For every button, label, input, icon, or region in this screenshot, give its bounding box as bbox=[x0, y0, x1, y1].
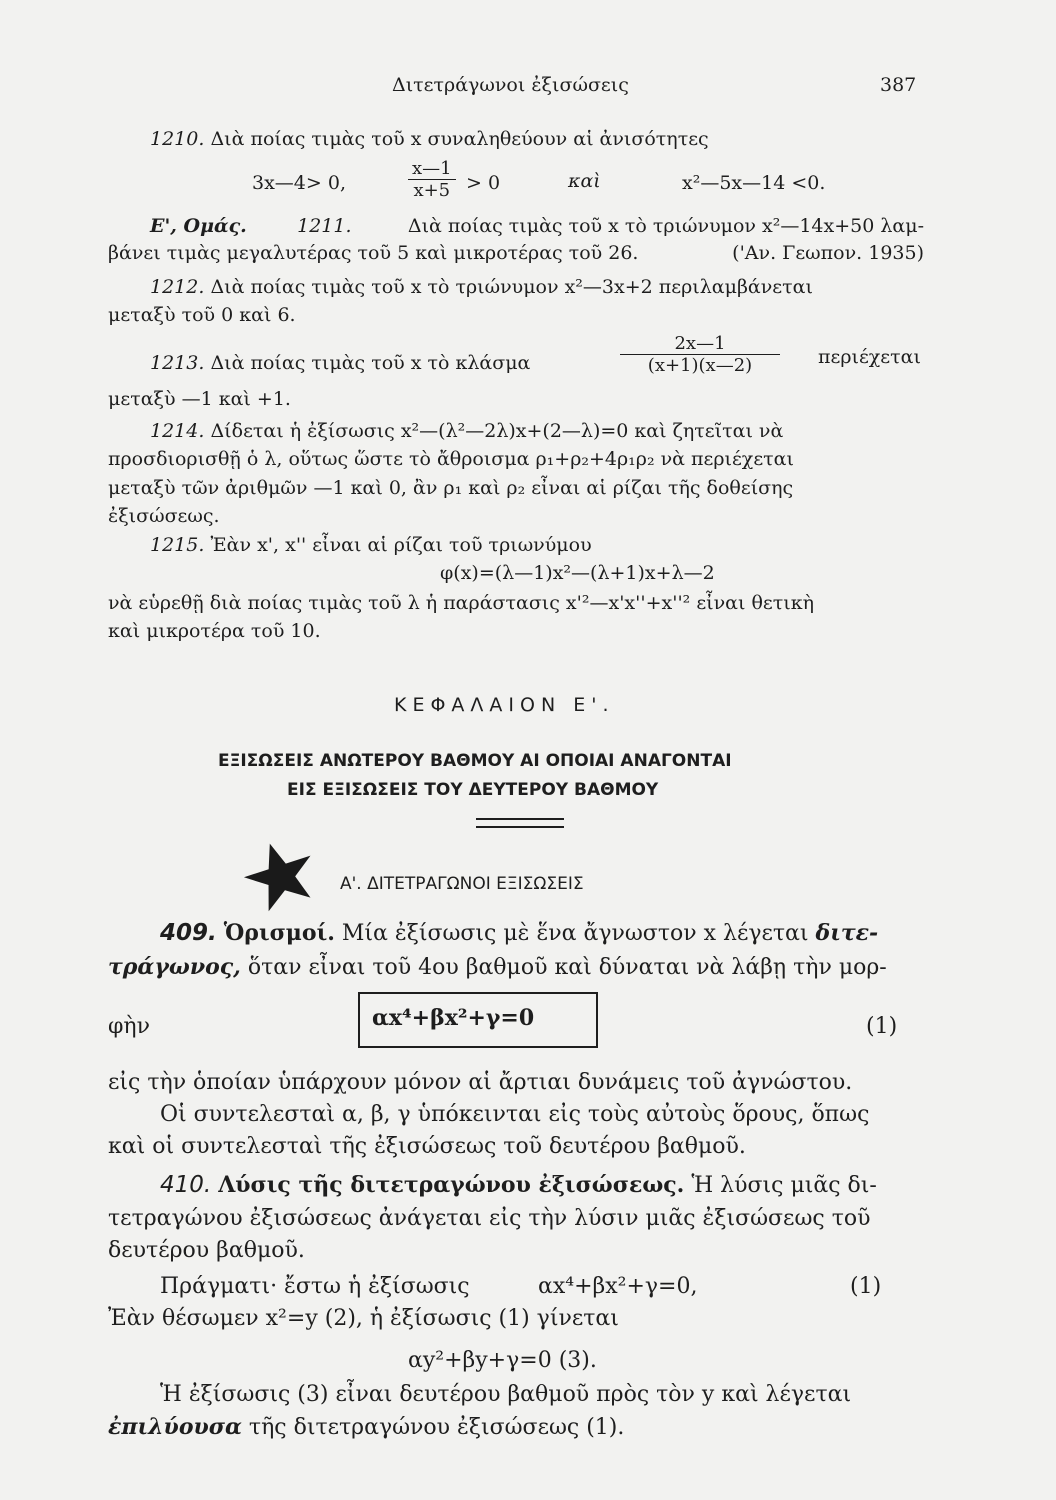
term-ditetragonos: διτε- bbox=[815, 920, 879, 946]
p409-line4: εἰς τὴν ὁποίαν ὑπάρχουν μόνον αἱ ἄρτιαι δυνάμεις τοῦ ἀγνώστου. bbox=[108, 1070, 853, 1095]
exercise-source: ('Αν. Γεωπον. 1935) bbox=[732, 242, 924, 264]
exercise-1214-line4: ἐξισώσεως. bbox=[108, 505, 220, 527]
exercise-text: Διὰ ποίας τιμὰς τοῦ x συναληθεύουν αἱ ἀνισότητες bbox=[210, 128, 709, 150]
exercise-1213-line2: μεταξὺ —1 καὶ +1. bbox=[108, 388, 291, 410]
exercise-1215-line3: νὰ εὑρεθῇ διὰ ποίας τιμὰς τοῦ λ ἡ παράστασις x'²—x'x''+x''² εἶναι θετικὴ bbox=[108, 592, 814, 614]
exercise-text: Ἐὰν x', x'' εἶναι αἱ ρίζαι τοῦ τριωνύμου bbox=[210, 534, 592, 556]
exercise-number: 1212. bbox=[150, 276, 205, 298]
double-rule-bottom bbox=[476, 826, 564, 828]
p409-line5: Οἱ συντελεσταὶ α, β, γ ὑπόκεινται εἰς τοὺς αὐτοὺς ὅρους, ὅπως bbox=[160, 1102, 870, 1127]
exercise-1212-line2: μεταξὺ τοῦ 0 καὶ 6. bbox=[108, 304, 296, 326]
paragraph-heading: Ὁρισμοί. bbox=[223, 920, 335, 946]
fraction-numerator: x—1 bbox=[412, 158, 452, 179]
p410-equation-3: αy²+βy+γ=0 (3). bbox=[408, 1348, 597, 1373]
page-number: 387 bbox=[880, 74, 917, 96]
exercise-1215-formula: φ(x)=(λ—1)x²—(λ+1)x+λ—2 bbox=[440, 562, 715, 584]
p410-line7: Ἡ ἐξίσωσις (3) εἶναι δευτέρου βαθμοῦ πρὸς τὸν y καὶ λέγεται bbox=[160, 1382, 852, 1407]
exercise-1211-line2 bbox=[108, 242, 924, 264]
exercise-1215-line4: καὶ μικροτέρα τοῦ 10. bbox=[108, 620, 321, 642]
exercise-text: Διὰ ποίας τιμὰς τοῦ x τὸ κλάσμα bbox=[210, 352, 531, 374]
exercise-1211-line1 bbox=[150, 215, 924, 237]
term-epilyousa: ἐπιλύουσα bbox=[108, 1414, 242, 1440]
double-rule-top bbox=[476, 818, 564, 820]
exercise-number: 1213. bbox=[150, 352, 205, 374]
p410-line2: τετραγώνου ἐξισώσεως ἀνάγεται εἰς τὴν λύσιν μιᾶς ἐξισώσεως τοῦ bbox=[108, 1206, 871, 1231]
exercise-1214-line3: μεταξὺ τῶν ἀριθμῶν —1 καὶ 0, ἂν ρ₁ καὶ ρ₂ εἶναι αἱ ρίζαι τῆς δοθείσης bbox=[108, 477, 794, 499]
exercise-1212-line1 bbox=[150, 276, 813, 298]
exercise-1214-line2: προσδιορισθῇ ὁ λ, οὕτως ὥστε τὸ ἄθροισμα ρ₁+ρ₂+4ρ₁ρ₂ νὰ περιέχεται bbox=[108, 448, 794, 470]
running-header-title: Διτετράγωνοι ἐξισώσεις bbox=[392, 74, 629, 96]
p410-equation-1: αx⁴+βx²+γ=0, bbox=[538, 1274, 698, 1299]
boxed-formula: αx⁴+βx²+γ=0 bbox=[372, 1005, 535, 1031]
exercise-text-tail: περιέχεται bbox=[818, 346, 921, 368]
p410-equation-1-label: (1) bbox=[850, 1274, 882, 1299]
paragraph-number: 410. bbox=[160, 1172, 212, 1198]
exercise-1213-line1 bbox=[150, 352, 530, 374]
exercise-text: Διὰ ποίας τιμὰς τοῦ x τὸ τριώνυμον x²—14x+50 λαμ- bbox=[407, 215, 924, 237]
inequality-3: x²—5x—14 <0. bbox=[682, 172, 826, 194]
paragraph-text: τῆς διτετραγώνου ἐξισώσεως (1). bbox=[248, 1415, 625, 1440]
chapter-title: ΚΕΦΑΛΑΙΟΝ Ε'. bbox=[394, 694, 615, 716]
p409-line1 bbox=[160, 920, 878, 946]
exercise-1214-line1 bbox=[150, 420, 783, 442]
p410-line1 bbox=[160, 1172, 877, 1198]
inequality-1: 3x—4> 0, bbox=[252, 172, 346, 194]
fraction-denominator: (x+1)(x—2) bbox=[620, 354, 780, 376]
inequality-2-tail: > 0 bbox=[466, 172, 501, 194]
exercise-text: Διὰ ποίας τιμὰς τοῦ x τὸ τριώνυμον x²—3x+2 περιλαμβάνεται bbox=[210, 276, 813, 298]
paragraph-heading: Λύσις τῆς διτετραγώνου ἐξισώσεως. bbox=[218, 1172, 685, 1198]
exercise-number: 1215. bbox=[150, 534, 205, 556]
chapter-subtitle-line2: ΕΙΣ ΕΞΙΣΩΣΕΙΣ ΤΟΥ ΔΕΥΤΕΡΟΥ ΒΑΘΜΟΥ bbox=[287, 780, 659, 800]
fraction-numerator: 2x—1 bbox=[674, 333, 726, 354]
p410-line5: Ἐὰν θέσωμεν x²=y (2), ἡ ἐξίσωσις (1) γίνεται bbox=[108, 1306, 619, 1331]
exercise-number: 1211. bbox=[297, 215, 352, 237]
exercise-number: 1210. bbox=[150, 128, 205, 150]
p410-line3: δευτέρου βαθμοῦ. bbox=[108, 1238, 305, 1263]
p409-line3-start: φὴν bbox=[108, 1014, 150, 1039]
p409-line2 bbox=[108, 954, 887, 980]
group-label: E', Ομάς. bbox=[150, 215, 247, 237]
fraction-denominator: x+5 bbox=[408, 179, 456, 201]
p410-line8 bbox=[108, 1414, 624, 1440]
p410-line4: Πράγματι· ἔστω ἡ ἐξίσωσις bbox=[160, 1274, 470, 1299]
paragraph-number: 409. bbox=[160, 920, 217, 946]
p409-line6: καὶ οἱ συντελεσταὶ τῆς ἐξισώσεως τοῦ δευτέρου βαθμοῦ. bbox=[108, 1134, 746, 1159]
equation-label: (1) bbox=[866, 1014, 898, 1039]
exercise-1210 bbox=[150, 128, 709, 150]
exercise-text: Δίδεται ἡ ἐξίσωσις x²—(λ²—2λ)x+(2—λ)=0 καὶ ζητεῖται νὰ bbox=[210, 420, 784, 442]
chapter-subtitle-line1: ΕΞΙΣΩΣΕΙΣ ΑΝΩΤΕΡΟΥ ΒΑΘΜΟΥ ΑΙ ΟΠΟΙΑΙ ΑΝΑΓΟΝΤΑΙ bbox=[218, 751, 732, 771]
fraction-2x-1-over-product bbox=[620, 333, 780, 376]
section-title: Α'. ΔΙΤΕΤΡΑΓΩΝΟΙ ΕΞΙΣΩΣΕΙΣ bbox=[340, 874, 584, 894]
term-ditetragonos-end: τράγωνος, bbox=[108, 954, 241, 980]
paragraph-text: Μία ἐξίσωσις μὲ ἕνα ἄγνωστον x λέγεται bbox=[341, 921, 809, 946]
exercise-text: βάνει τιμὰς μεγαλυτέρας τοῦ 5 καὶ μικροτέρας τοῦ 26. bbox=[108, 242, 639, 264]
conjunction-kai: καὶ bbox=[568, 170, 601, 192]
paragraph-text: Ἡ λύσις μιᾶς δι- bbox=[691, 1173, 877, 1198]
exercise-1215-line1 bbox=[150, 534, 592, 556]
star-icon bbox=[243, 838, 317, 912]
paragraph-text: ὅταν εἶναι τοῦ 4ου βαθμοῦ καὶ δύναται νὰ λάβῃ τὴν μορ- bbox=[247, 955, 887, 980]
fraction-x-1-over-x+5 bbox=[408, 158, 456, 201]
exercise-number: 1214. bbox=[150, 420, 205, 442]
